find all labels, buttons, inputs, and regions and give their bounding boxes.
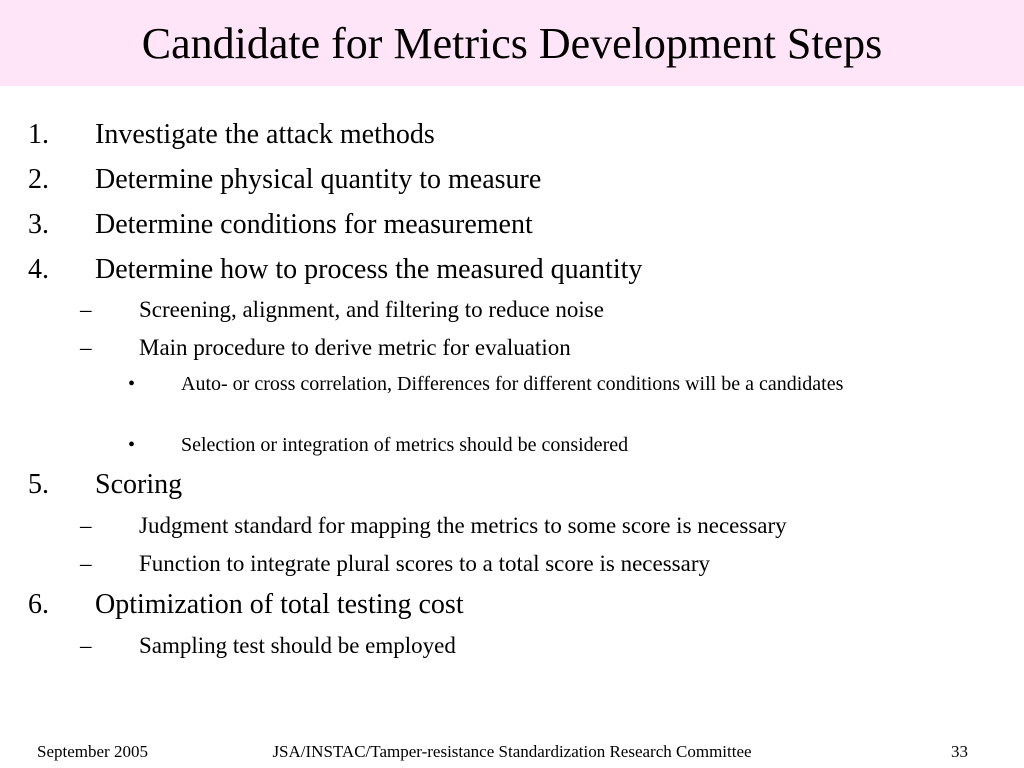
- list-item-text: Determine conditions for measurement: [95, 209, 533, 240]
- list-marker: •: [128, 434, 136, 456]
- list-marker: –: [80, 297, 92, 322]
- list-item-text: Function to integrate plural scores to a total score is necessary: [139, 551, 710, 576]
- list-item-text: Judgment standard for mapping the metrics to some score is necessary: [139, 513, 787, 538]
- list-marker: –: [80, 633, 92, 658]
- list-marker: –: [80, 335, 92, 360]
- list-item-text: Investigate the attack methods: [95, 119, 435, 150]
- footer-organization: JSA/INSTAC/Tamper-resistance Standardization Research Committee: [272, 742, 752, 761]
- list-item-text: Selection or integration of metrics should be considered: [181, 434, 629, 456]
- list-marker: 6.: [28, 589, 49, 620]
- list-item-text: Optimization of total testing cost: [95, 589, 464, 620]
- page-number: 33: [951, 742, 968, 761]
- list-marker: –: [80, 513, 92, 538]
- list-item-text: Auto- or cross correlation, Differences for different conditions will be a candidates: [181, 373, 844, 395]
- list-marker: 5.: [28, 469, 49, 500]
- footer-date: September 2005: [37, 742, 148, 761]
- list-marker: 4.: [28, 254, 49, 285]
- list-item-text: Screening, alignment, and filtering to reduce noise: [139, 297, 604, 322]
- list-marker: •: [128, 373, 136, 395]
- list-item-text: Determine how to process the measured quantity: [95, 254, 643, 285]
- list-marker: 3.: [28, 209, 49, 240]
- list-item-text: Scoring: [95, 469, 183, 500]
- list-item-text: Determine physical quantity to measure: [95, 164, 542, 195]
- list-item-text: Main procedure to derive metric for evaluation: [139, 335, 571, 360]
- list-item-text: Sampling test should be employed: [139, 633, 456, 658]
- list-marker: 2.: [28, 164, 49, 195]
- slide-title: Candidate for Metrics Development Steps: [141, 19, 883, 68]
- list-marker: –: [80, 551, 92, 576]
- list-marker: 1.: [28, 119, 49, 150]
